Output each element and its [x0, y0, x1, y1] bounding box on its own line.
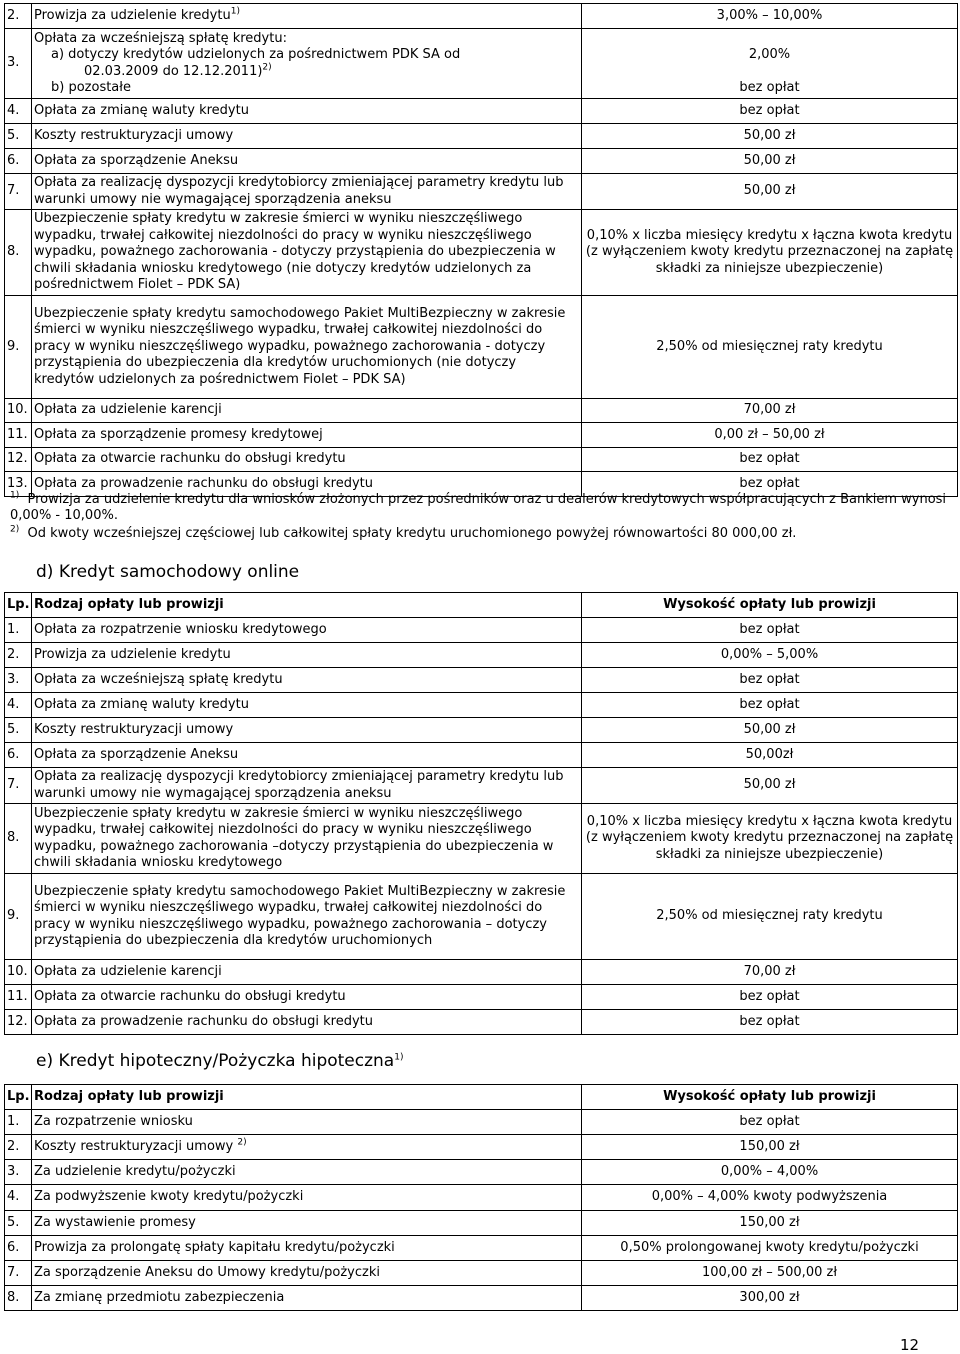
row-number: 11.	[5, 423, 32, 448]
page-number: 12	[900, 1336, 920, 1354]
fee-value: 0,00% – 5,00%	[582, 643, 958, 668]
row-number: 7.	[5, 1261, 32, 1286]
row-number: 8.	[5, 804, 32, 874]
fee-value-b: bez opłat	[739, 80, 800, 95]
row-number: 3.	[5, 1160, 32, 1185]
table-row	[5, 804, 958, 874]
fee-name: Za podwyższenie kwoty kredytu/pożyczki	[32, 1185, 582, 1211]
fee-value: 0,10% x liczba miesięcy kredytu x łączna kwota kredytu (z wyłączeniem kwoty kredytu przeznaczonej na zapłatę składki za niniejsze ubezpieczenie)	[582, 804, 958, 874]
table-row	[5, 4, 958, 29]
footnote-1	[10, 492, 958, 524]
column-header-value: Wysokość opłaty lub prowizji	[582, 1085, 958, 1110]
section-title: d) Kredyt samochodowy online	[36, 562, 300, 582]
fee-value: 0,00% – 4,00% kwoty podwyższenia	[582, 1185, 958, 1211]
fee-name: Opłata za zmianę waluty kredytu	[32, 99, 582, 124]
footnote-2	[10, 526, 958, 542]
fee-name: Opłata za realizację dyspozycji kredytobiorcy zmieniającej parametry kredytu lub warunki umowy nie wymagającej sporządzenia aneksu	[32, 768, 582, 804]
table-row	[5, 149, 958, 174]
fee-name	[32, 29, 582, 99]
table-row	[5, 29, 958, 99]
row-number: 3.	[5, 668, 32, 693]
row-number: 3.	[5, 29, 32, 99]
fee-name: Opłata za prowadzenie rachunku do obsługi kredytu	[32, 472, 582, 497]
fee-name: Opłata za sporządzenie promesy kredytowej	[32, 423, 582, 448]
table-row	[5, 718, 958, 743]
table-row	[5, 693, 958, 718]
row-number: 9.	[5, 874, 32, 960]
fee-value: 50,00zł	[582, 743, 958, 768]
fee-value: 150,00 zł	[582, 1135, 958, 1160]
footnote-ref: 1)	[394, 1052, 404, 1063]
fee-value: 50,00 zł	[582, 149, 958, 174]
row-number: 10.	[5, 960, 32, 985]
table-row	[5, 874, 958, 960]
row-number: 7.	[5, 174, 32, 210]
row-number: 1.	[5, 618, 32, 643]
table-row	[5, 296, 958, 399]
column-header-name: Rodzaj opłaty lub prowizji	[32, 1085, 582, 1110]
table-row	[5, 1160, 958, 1185]
row-number: 4.	[5, 99, 32, 124]
fee-value: 0,50% prolongowanej kwoty kredytu/pożyczki	[582, 1236, 958, 1261]
table-row	[5, 1185, 958, 1211]
table-row	[5, 1135, 958, 1160]
row-number: 13.	[5, 472, 32, 497]
fees-table-mortgage	[4, 1084, 958, 1311]
fee-value: bez opłat	[582, 1010, 958, 1035]
fee-name: Za rozpatrzenie wniosku	[32, 1110, 582, 1135]
fee-value: 0,10% x liczba miesięcy kredytu x łączna kwota kredytu (z wyłączeniem kwoty kredytu przeznaczonej na zapłatę składki za niniejsze ubezpieczenie)	[582, 210, 958, 296]
row-number: 10.	[5, 399, 32, 423]
fee-name: Koszty restrukturyzacji umowy	[32, 124, 582, 149]
row-number: 8.	[5, 1286, 32, 1311]
fee-value	[582, 29, 958, 99]
table-row	[5, 743, 958, 768]
table-row	[5, 1010, 958, 1035]
column-header-lp: Lp.	[5, 593, 32, 618]
row-number: 7.	[5, 768, 32, 804]
row-number: 2.	[5, 1135, 32, 1160]
fee-name: Opłata za udzielenie karencji	[32, 399, 582, 423]
fee-value: 2,50% od miesięcznej raty kredytu	[582, 296, 958, 399]
table-row	[5, 124, 958, 149]
fee-name: Opłata za sporządzenie Aneksu	[32, 743, 582, 768]
fee-name: Opłata za rozpatrzenie wniosku kredytowego	[32, 618, 582, 643]
footnote-mark: 2)	[10, 524, 20, 535]
fee-value: bez opłat	[582, 618, 958, 643]
fee-name: Opłata za zmianę waluty kredytu	[32, 693, 582, 718]
row-number: 6.	[5, 1236, 32, 1261]
fee-value: 0,00 zł – 50,00 zł	[582, 423, 958, 448]
footnote-ref: 2)	[237, 1137, 247, 1148]
footnote-ref: 2)	[262, 62, 272, 73]
fee-name: Prowizja za udzielenie kredytu$^{1)}$	[32, 4, 582, 29]
row-number: 2.	[5, 643, 32, 668]
fee-value: bez opłat	[582, 448, 958, 472]
row-number: 5.	[5, 1211, 32, 1236]
table-row	[5, 210, 958, 296]
fee-value: 2,50% od miesięcznej raty kredytu	[582, 874, 958, 960]
footnote-text: Od kwoty wcześniejszej częściowej lub całkowitej spłaty kredytu uruchomionego powyżej równowartości 80 000,00 zł.	[27, 526, 797, 541]
fee-value: bez opłat	[582, 693, 958, 718]
table-header-row	[5, 593, 958, 618]
column-header-name: Rodzaj opłaty lub prowizji	[32, 593, 582, 618]
row-number: 6.	[5, 149, 32, 174]
footnote-mark: 1)	[10, 490, 20, 501]
fee-value: 50,00 zł	[582, 768, 958, 804]
fee-value: 0,00% – 4,00%	[582, 1160, 958, 1185]
fee-value: bez opłat	[582, 472, 958, 497]
fee-subitem-a-cont: 02.03.2009 do 12.12.2011)$^{2)}$	[84, 62, 272, 79]
table-row	[5, 1261, 958, 1286]
fee-value: 150,00 zł	[582, 1211, 958, 1236]
column-header-value: Wysokość opłaty lub prowizji	[582, 593, 958, 618]
table-row	[5, 399, 958, 423]
fee-value: bez opłat	[582, 99, 958, 124]
fee-name: Koszty restrukturyzacji umowy	[32, 718, 582, 743]
table-row	[5, 643, 958, 668]
fee-value-a: 2,00%	[748, 46, 791, 62]
fee-name: Ubezpieczenie spłaty kredytu w zakresie śmierci w wyniku nieszczęśliwego wypadku, trwałej całkowitej niezdolności do pracy w wyniku nieszczęśliwego wypadku, poważnego zachorowania - dotyczy przystąpienia do ubezpieczenia w chwili składania wniosku kredytowego (nie dotyczy kredytów udzielonych za pośrednictwem Fiolet – PDK SA)	[32, 210, 582, 296]
table-header-row	[5, 1085, 958, 1110]
fee-value: 3,00% – 10,00%	[582, 4, 958, 29]
table-row	[5, 618, 958, 643]
fee-name: Ubezpieczenie spłaty kredytu w zakresie śmierci w wyniku nieszczęśliwego wypadku, trwałej całkowitej niezdolności do pracy w wyniku nieszczęśliwego wypadku, poważnego zachorowania –dotyczy przystąpienia do ubezpieczenia w chwili składania wniosku kredytowego	[32, 804, 582, 874]
fee-value: 70,00 zł	[582, 399, 958, 423]
fee-value: 50,00 zł	[582, 174, 958, 210]
table-row	[5, 1236, 958, 1261]
fee-value: bez opłat	[582, 1110, 958, 1135]
fee-name: Opłata za realizację dyspozycji kredytobiorcy zmieniającej parametry kredytu lub warunki umowy nie wymagającej sporządzenia aneksu	[32, 174, 582, 210]
fee-value: 300,00 zł	[582, 1286, 958, 1311]
table-row	[5, 1286, 958, 1311]
table-row	[5, 99, 958, 124]
fee-name: Opłata za otwarcie rachunku do obsługi kredytu	[32, 985, 582, 1010]
row-number: 2.	[5, 4, 32, 29]
row-number: 5.	[5, 124, 32, 149]
table-row	[5, 960, 958, 985]
table-row	[5, 668, 958, 693]
row-number: 6.	[5, 743, 32, 768]
row-number: 12.	[5, 1010, 32, 1035]
row-number: 9.	[5, 296, 32, 399]
fee-subitem-b: b) pozostałe	[51, 80, 131, 95]
footnote-text: Prowizja za udzielenie kredytu dla wniosków złożonych przez pośredników oraz u dealerów kredytowych współpracujących z Bankiem wynosi 0,00% - 10,00%.	[10, 492, 947, 523]
table-row	[5, 1211, 958, 1236]
fees-table-car-loan	[4, 3, 958, 497]
table-row	[5, 174, 958, 210]
table-row	[5, 768, 958, 804]
fee-value: 100,00 zł – 500,00 zł	[582, 1261, 958, 1286]
fee-value: bez opłat	[582, 668, 958, 693]
fee-name: Prowizja za prolongatę spłaty kapitału kredytu/pożyczki	[32, 1236, 582, 1261]
column-header-lp: Lp.	[5, 1085, 32, 1110]
fees-table-online-car-loan	[4, 592, 958, 1035]
fee-value: 50,00 zł	[582, 124, 958, 149]
fee-name: Opłata za otwarcie rachunku do obsługi kredytu	[32, 448, 582, 472]
fee-name: Ubezpieczenie spłaty kredytu samochodowego Pakiet MultiBezpieczny w zakresie śmierci w wyniku nieszczęśliwego wypadku, trwałej całkowitej niezdolności do pracy w wyniku nieszczęśliwego wypadku, poważnego zachorowania - dotyczy przystąpienia do ubezpieczenia dla kredytów uruchomionych (nie dotyczy kredytów udzielonych za pośrednictwem Fiolet – PDK SA)	[32, 296, 582, 399]
fee-name: Ubezpieczenie spłaty kredytu samochodowego Pakiet MultiBezpieczny w zakresie śmierci w wyniku nieszczęśliwego wypadku, trwałej całkowitej niezdolności do pracy w wyniku nieszczęśliwego wypadku, poważnego zachorowania – dotyczy przystąpienia do ubezpieczenia dla kredytów uruchomionych	[32, 874, 582, 960]
fee-name: Opłata za udzielenie karencji	[32, 960, 582, 985]
fee-name: Opłata za prowadzenie rachunku do obsługi kredytu	[32, 1010, 582, 1035]
table-row	[5, 423, 958, 448]
footnote-ref: 1)	[230, 6, 240, 17]
fee-name-line: Opłata za wcześniejszą spłatę kredytu:	[34, 30, 287, 46]
section-title: e) Kredyt hipoteczny/Pożyczka hipoteczna$^{1)}$	[36, 1051, 404, 1071]
row-number: 4.	[5, 693, 32, 718]
fee-name: Za zmianę przedmiotu zabezpieczenia	[32, 1286, 582, 1311]
fee-name: Za wystawienie promesy	[32, 1211, 582, 1236]
fee-value: 50,00 zł	[582, 718, 958, 743]
fee-subitem-a: a) dotyczy kredytów udzielonych za pośrednictwem PDK SA od	[51, 47, 461, 62]
fee-name: Za sporządzenie Aneksu do Umowy kredytu/pożyczki	[32, 1261, 582, 1286]
row-number: 12.	[5, 448, 32, 472]
row-number: 8.	[5, 210, 32, 296]
fee-value: 70,00 zł	[582, 960, 958, 985]
row-number: 4.	[5, 1185, 32, 1211]
table-row	[5, 1110, 958, 1135]
fee-name: Opłata za wcześniejszą spłatę kredytu	[32, 668, 582, 693]
fee-name: Koszty restrukturyzacji umowy $^{2)}$	[32, 1135, 582, 1160]
table-row	[5, 448, 958, 472]
fee-value: bez opłat	[582, 985, 958, 1010]
row-number: 5.	[5, 718, 32, 743]
fee-name: Opłata za sporządzenie Aneksu	[32, 149, 582, 174]
table-row	[5, 985, 958, 1010]
row-number: 1.	[5, 1110, 32, 1135]
row-number: 11.	[5, 985, 32, 1010]
fee-name: Prowizja za udzielenie kredytu	[32, 643, 582, 668]
fee-name: Za udzielenie kredytu/pożyczki	[32, 1160, 582, 1185]
